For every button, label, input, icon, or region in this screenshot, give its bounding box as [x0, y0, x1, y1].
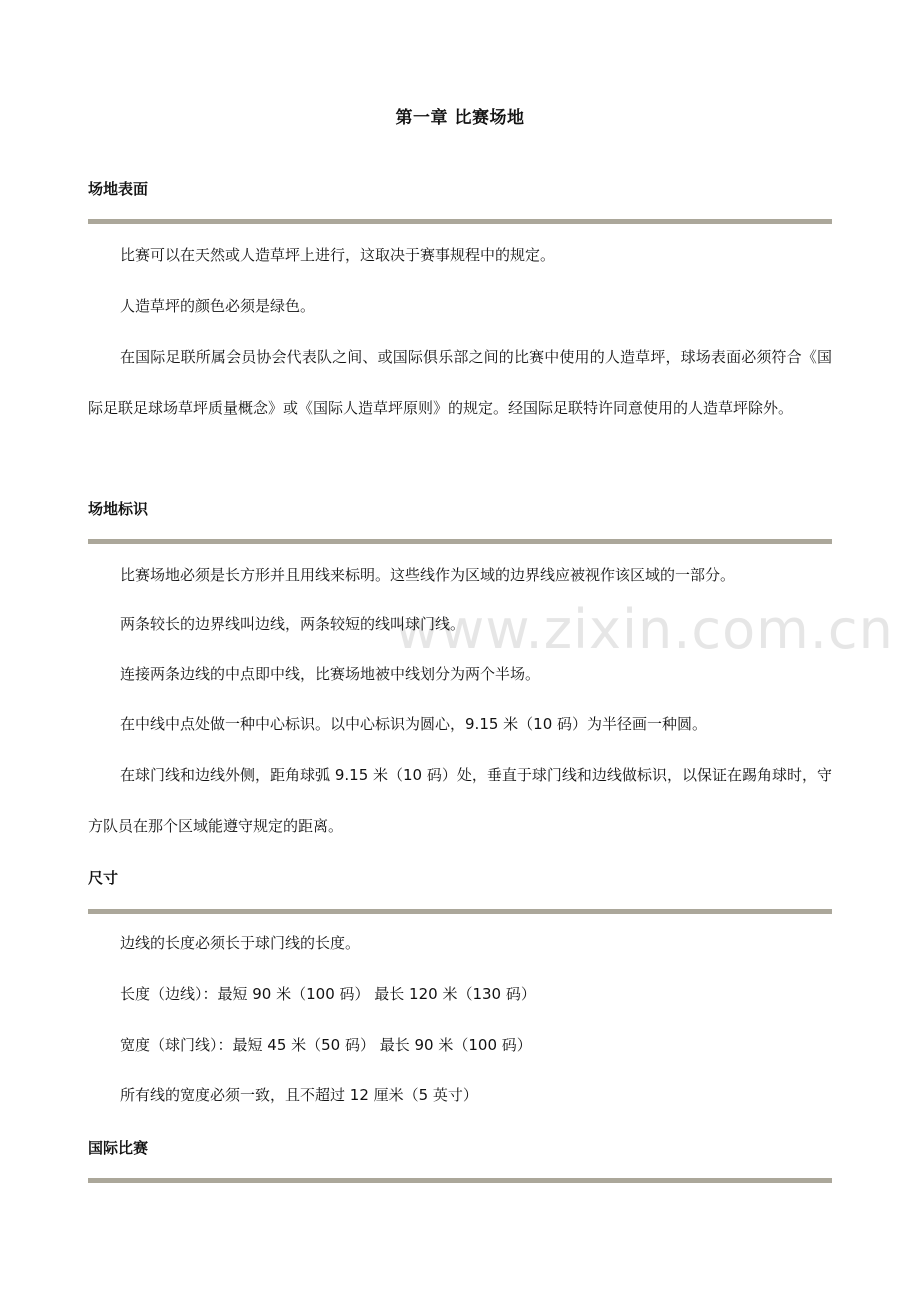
paragraph: 两条较长的边界线叫边线，两条较短的线叫球门线。 [120, 615, 466, 633]
section-divider [88, 539, 832, 544]
paragraph: 连接两条边线的中点即中线，比赛场地被中线划分为两个半场。 [120, 665, 541, 683]
section-heading-international: 国际比赛 [88, 1139, 149, 1157]
section-heading-dimensions: 尺寸 [88, 869, 119, 887]
paragraph: 长度（边线）：最短 90 米（100 码） 最长 120 米（130 码） [120, 985, 536, 1003]
paragraph: 在国际足联所属会员协会代表队之间、或国际俱乐部之间的比赛中使用的人造草坪，球场表面必须符合《国际足联足球场草坪质量概念》或《国际人造草坪原则》的规定。经国际足联特许同意使用的人造草坪除外。 [88, 348, 832, 417]
paragraph: 在球门线和边线外侧，距角球弧 9.15 米（10 码）处，垂直于球门线和边线做标识，以保证在踢角球时，守方队员在那个区域能遵守规定的距离。 [88, 766, 832, 835]
paragraph: 在中线中点处做一种中心标识。以中心标识为圆心，9.15 米（10 码）为半径画一种圆。 [120, 715, 708, 733]
section-divider [88, 219, 832, 224]
watermark: www.zixin.com.cn [395, 598, 894, 661]
paragraph: 边线的长度必须长于球门线的长度。 [120, 934, 361, 952]
paragraph: 比赛可以在天然或人造草坪上进行，这取决于赛事规程中的规定。 [120, 246, 556, 264]
paragraph: 宽度（球门线）：最短 45 米（50 码） 最长 90 米（100 码） [120, 1036, 532, 1054]
chapter-title: 第一章 比赛场地 [395, 108, 525, 128]
paragraph: 所有线的宽度必须一致，且不超过 12 厘米（5 英寸） [120, 1086, 478, 1104]
section-heading-surface: 场地表面 [88, 180, 149, 198]
section-divider [88, 909, 832, 914]
paragraph: 比赛场地必须是长方形并且用线来标明。这些线作为区域的边界线应被视作该区域的一部分。 [120, 566, 736, 584]
section-divider [88, 1178, 832, 1183]
paragraph: 人造草坪的颜色必须是绿色。 [120, 297, 316, 315]
section-heading-markings: 场地标识 [88, 500, 149, 518]
